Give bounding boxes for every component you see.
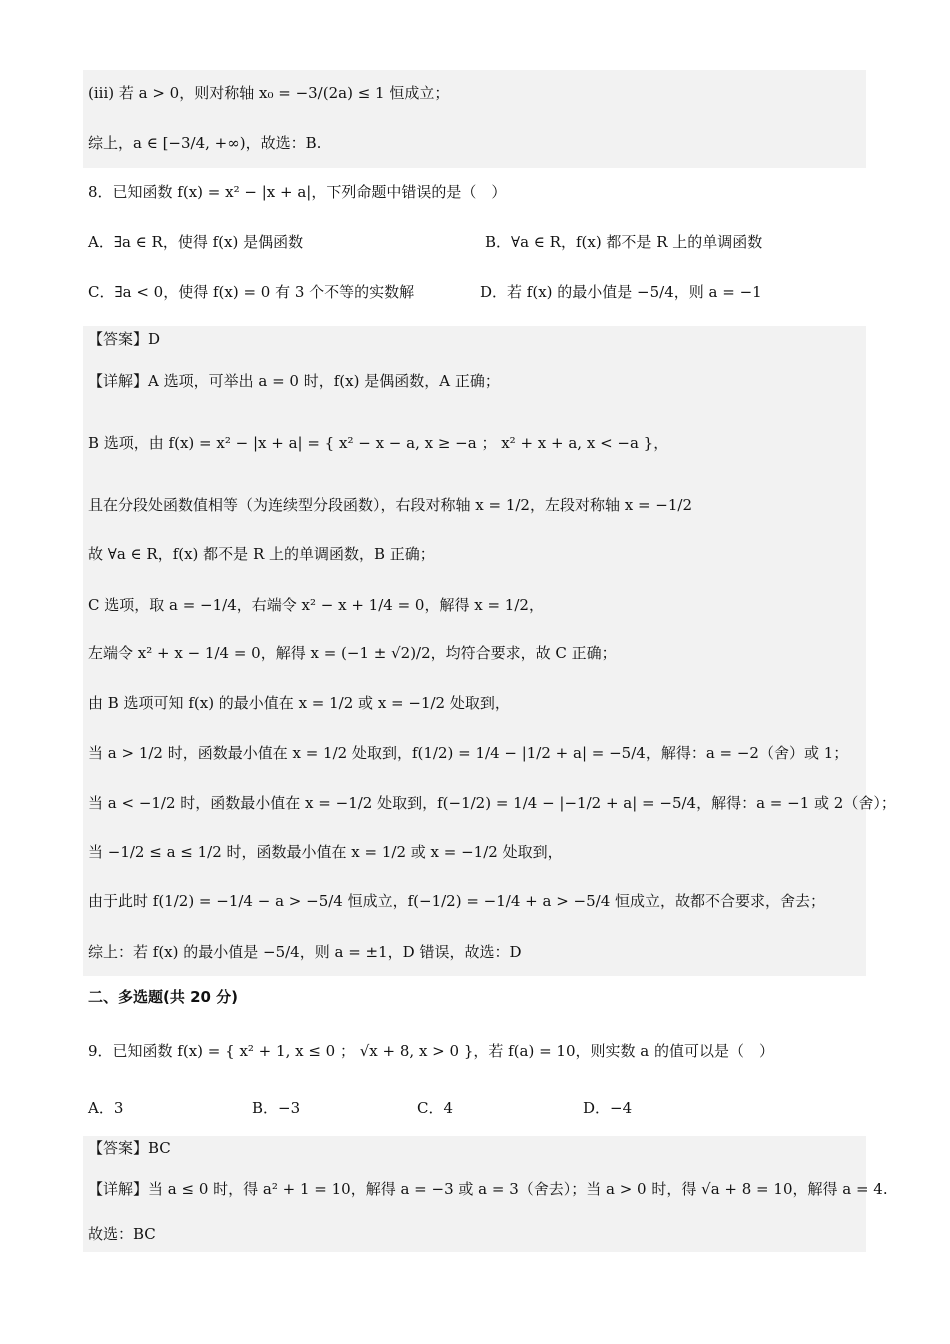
q8-detail-line: C 选项，取 a = −1/4，右端令 x² − x + 1/4 = 0，解得 x = 1/2， bbox=[88, 596, 544, 614]
q9-option-b: B．−3 bbox=[252, 1099, 301, 1117]
q8-option-c: C．∃a < 0，使得 f(x) = 0 有 3 个不等的实数解 bbox=[88, 283, 415, 301]
q8-answer: 【答案】D bbox=[88, 330, 161, 348]
q8-detail-line: 【详解】A 选项，可举出 a = 0 时，f(x) 是偶函数，A 正确； bbox=[88, 372, 500, 390]
q8-option-a: A．∃a ∈ R，使得 f(x) 是偶函数 bbox=[88, 233, 304, 251]
q9-detail: 【详解】当 a ≤ 0 时，得 a² + 1 = 10，解得 a = −3 或 a = 3（舍去）；当 a > 0 时，得 √a + 8 = 10，解得 a = 4. bbox=[88, 1180, 888, 1198]
q8-detail-line: 综上：若 f(x) 的最小值是 −5/4，则 a = ±1，D 错误，故选：D bbox=[88, 943, 522, 961]
q9-option-d: D．−4 bbox=[583, 1099, 633, 1117]
q9-option-a: A．3 bbox=[88, 1099, 124, 1117]
q7-line-iii: (iii) 若 a > 0，则对称轴 x₀ = −3/(2a) ≤ 1 恒成立； bbox=[88, 84, 450, 102]
q8-detail-line: 且在分段处函数值相等（为连续型分段函数），右段对称轴 x = 1/2，左段对称轴 x = −1/2 bbox=[88, 496, 693, 514]
q8-detail-line: 由于此时 f(1/2) = −1/4 − a > −5/4 恒成立，f(−1/2) = −1/4 + a > −5/4 恒成立，故都不合要求，舍去； bbox=[88, 892, 826, 910]
q8-detail-line: 当 −1/2 ≤ a ≤ 1/2 时，函数最小值在 x = 1/2 或 x = −1/2 处取到， bbox=[88, 843, 563, 861]
q8-option-b: B．∀a ∈ R，f(x) 都不是 R 上的单调函数 bbox=[485, 233, 763, 251]
q8-detail-line: 当 a < −1/2 时，函数最小值在 x = −1/2 处取到，f(−1/2) = 1/4 − |−1/2 + a| = −5/4，解得：a = −1 或 2（舍）； bbox=[88, 794, 896, 812]
q8-detail-line: B 选项，由 f(x) = x² − |x + a| = { x² − x − a, x ≥ −a ； x² + x + a, x < −a }， bbox=[88, 434, 669, 452]
section-heading: 二、多选题(共 20 分) bbox=[88, 988, 239, 1006]
q8-detail-line: 故 ∀a ∈ R，f(x) 都不是 R 上的单调函数，B 正确； bbox=[88, 545, 435, 563]
q8-option-d: D．若 f(x) 的最小值是 −5/4，则 a = −1 bbox=[480, 283, 762, 301]
q9-conclusion: 故选：BC bbox=[88, 1225, 156, 1243]
q9-option-c: C．4 bbox=[417, 1099, 454, 1117]
q7-conclusion: 综上，a ∈ [−3/4, +∞)，故选：B. bbox=[88, 134, 322, 152]
q8-detail-line: 当 a > 1/2 时，函数最小值在 x = 1/2 处取到，f(1/2) = 1/4 − |1/2 + a| = −5/4，解得：a = −2（舍）或 1； bbox=[88, 744, 849, 762]
q9-answer: 【答案】BC bbox=[88, 1139, 171, 1157]
q8-detail-line: 左端令 x² + x − 1/4 = 0，解得 x = (−1 ± √2)/2，均符合要求，故 C 正确； bbox=[88, 644, 617, 662]
q8-detail-line: 由 B 选项可知 f(x) 的最小值在 x = 1/2 或 x = −1/2 处取到， bbox=[88, 694, 510, 712]
q9-stem: 9．已知函数 f(x) = { x² + 1, x ≤ 0 ； √x + 8, x > 0 }，若 f(a) = 10，则实数 a 的值可以是（ ） bbox=[88, 1042, 775, 1060]
q8-stem: 8．已知函数 f(x) = x² − |x + a|，下列命题中错误的是（ ） bbox=[88, 183, 507, 201]
